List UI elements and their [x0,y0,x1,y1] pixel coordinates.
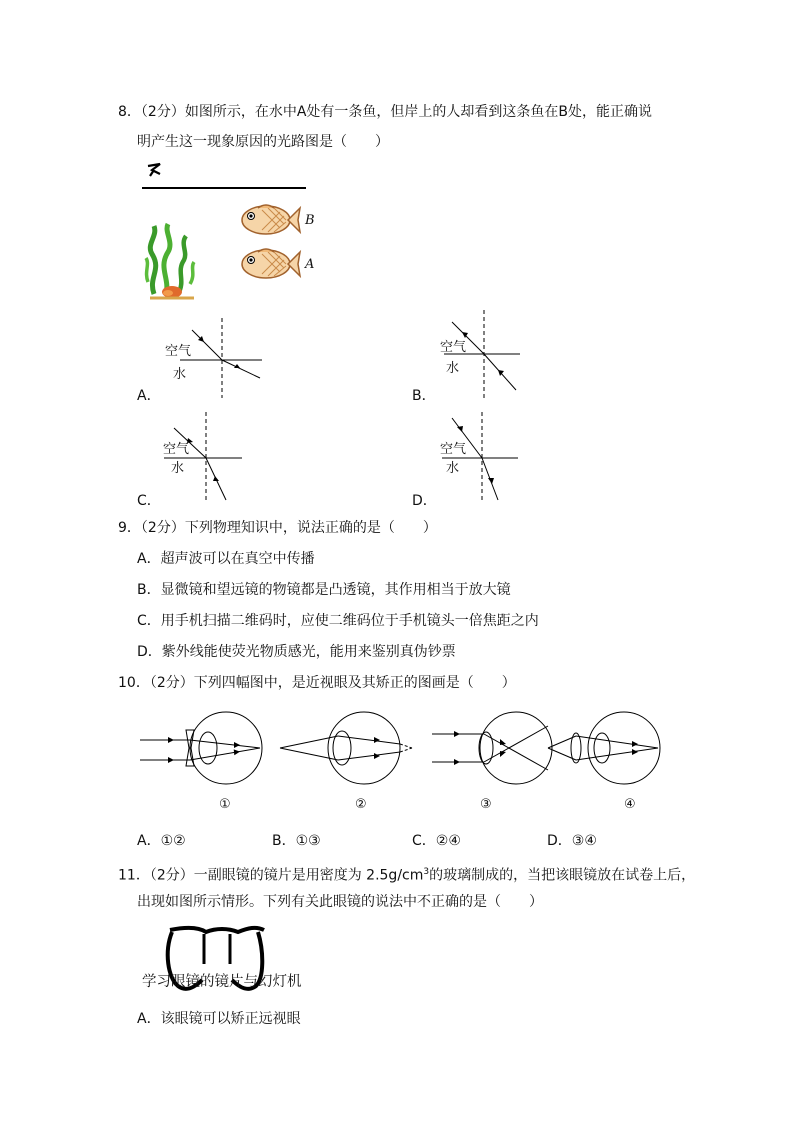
diagram-b-air-label: 空气 [440,340,467,355]
q9-option-b[interactable]: B．显微镜和望远镜的物镜都是凸透镜，其作用相当于放大镜 [137,582,511,598]
eye-figure-label-1: ① [219,797,231,812]
eye-figure-label-2: ② [355,797,367,812]
eye-figure-1 [140,710,268,790]
diagram-b-water-label: 水 [446,361,460,376]
q9-option-d[interactable]: D．紫外线能使荧光物质感光，能用来鉴别真伪钞票 [137,644,456,660]
q11-stem-part-a: 11．（2分）一副眼镜的镜片是用密度为 2.5g/cm [118,867,424,884]
eye-figure-label-4: ④ [624,797,636,812]
q10-option-d[interactable]: D．③④ [547,833,597,849]
q10-option-a[interactable]: A．①② [137,833,186,849]
eye-figure-4 [546,710,666,790]
fish-label-a: A [305,257,315,272]
q11-stem-superscript: 3 [423,867,430,877]
ray-diagram-d [436,412,536,504]
q8-option-a[interactable]: A． [137,388,161,404]
q9-option-a[interactable]: A．超声波可以在真空中传播 [137,551,315,567]
q8-option-d[interactable]: D． [412,493,437,509]
glasses-magnified-text: 学习眼镜的镜片与幻灯机 [142,974,302,990]
q10-option-c[interactable]: C．②④ [412,833,461,849]
q9-option-c[interactable]: C．用手机扫描二维码时，应使二维码位于手机镜头一倍焦距之内 [137,613,539,629]
diagram-a-air-label: 空气 [165,344,192,359]
ray-diagram-c [160,412,260,504]
fish-icon-a [240,246,302,282]
seaweed-icon [140,222,200,300]
q11-stem-part-b: 的玻璃制成的，当把该眼镜放在试卷上后， [429,867,696,884]
q8-stem-line1: 8．（2分）如图所示，在水中A处有一条鱼，但岸上的人却看到这条鱼在B处，能正确说 [118,104,652,120]
fish-label-b: B [305,213,315,228]
diagram-c-air-label: 空气 [163,442,190,457]
eye-figure-label-3: ③ [480,797,492,812]
q9-stem: 9．（2分）下列物理知识中，说法正确的是（ ） [118,520,437,536]
q11-stem-line2: 出现如图所示情形。下列有关此眼镜的说法中不正确的是（ ） [137,894,543,910]
diagram-d-water-label: 水 [446,461,460,476]
fish-icon-b [240,202,302,238]
q10-stem: 10．（2分）下列四幅图中，是近视眼及其矫正的图画是（ ） [118,675,516,691]
q11-option-a[interactable]: A．该眼镜可以矫正远视眼 [137,1011,301,1027]
q8-stem-line2: 明产生这一现象原因的光路图是（ ） [137,134,389,150]
q10-option-b[interactable]: B．①③ [272,833,321,849]
q11-stem-line1 [118,862,695,886]
diagram-a-water-label: 水 [173,367,187,382]
q8-option-c[interactable]: C． [137,493,161,509]
person-icon [148,164,160,176]
diagram-d-air-label: 空气 [440,442,467,457]
shore-figure [140,158,310,194]
diagram-c-water-label: 水 [171,461,185,476]
eye-figure-3 [430,710,558,790]
q8-option-b[interactable]: B． [412,388,436,404]
eye-figure-2 [278,710,418,790]
